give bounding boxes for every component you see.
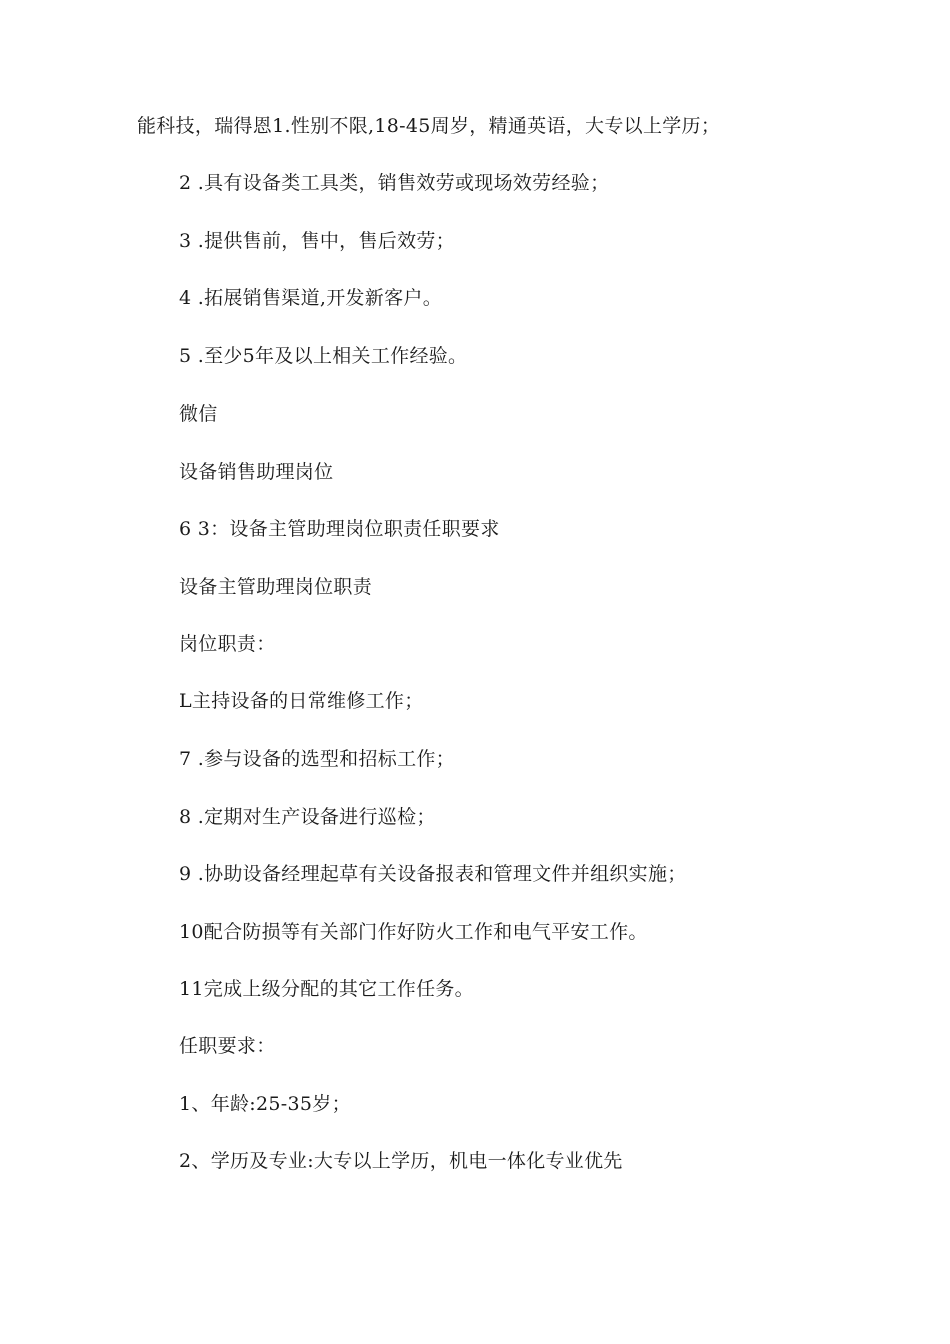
text-line-4: 4 .拓展销售渠道,开发新客户。 xyxy=(179,287,443,309)
text-line-5: 5 .至少5年及以上相关工作经验。 xyxy=(179,345,468,367)
text-line-3: 3 .提供售前，售中，售后效劳； xyxy=(179,230,455,252)
text-line-8: 6 3：设备主管助理岗位职责任职要求 xyxy=(179,518,500,540)
text-line-17: 任职要求： xyxy=(179,1035,276,1057)
text-line-7: 设备销售助理岗位 xyxy=(179,461,334,483)
text-line-11: L主持设备的日常维修工作； xyxy=(179,690,424,712)
text-line-10: 岗位职责： xyxy=(179,633,276,655)
text-line-6: 微信 xyxy=(179,403,218,425)
text-line-15: 10配合防损等有关部门作好防火工作和电气平安工作。 xyxy=(179,921,648,943)
text-line-14: 9 .协助设备经理起草有关设备报表和管理文件并组织实施； xyxy=(179,863,687,885)
text-line-2: 2 .具有设备类工具类，销售效劳或现场效劳经验； xyxy=(179,172,610,194)
text-line-16: 11完成上级分配的其它工作任务。 xyxy=(179,978,474,1000)
text-line-12: 7 .参与设备的选型和招标工作； xyxy=(179,748,455,770)
text-line-19: 2、学历及专业:大专以上学历，机电一体化专业优先 xyxy=(179,1150,623,1172)
text-line-18: 1、年龄:25-35岁； xyxy=(179,1093,351,1115)
text-line-13: 8 .定期对生产设备进行巡检； xyxy=(179,806,436,828)
text-line-9: 设备主管助理岗位职责 xyxy=(179,576,373,598)
text-line-1: 能科技，瑞得恩1.性别不限,18-45周岁，精通英语，大专以上学历； xyxy=(137,115,721,137)
